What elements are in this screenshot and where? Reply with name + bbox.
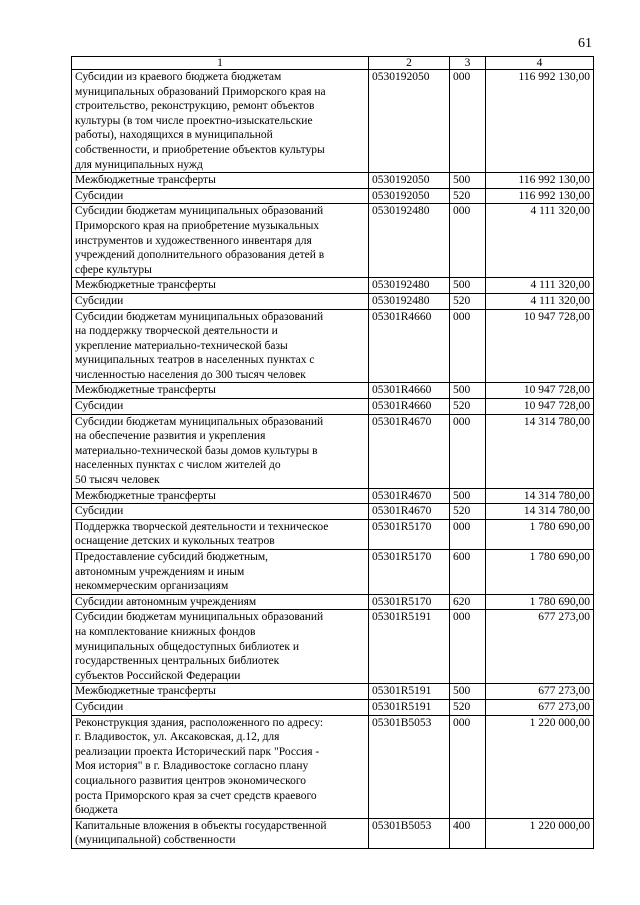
row-amount: 4 111 320,00 [486,204,594,278]
row-name: Предоставление субсидий бюджетным, автономным учреждениям и иным некоммерческим организациям [72,550,369,595]
row-name: Субсидии бюджетам муниципальных образований на обеспечение развития и укрепления материально-технической базы домов культуры в населенных пунктах с числом жителей до 50 тысяч человек [72,414,369,488]
row-code: 0530192480 [369,204,450,278]
row-amount: 1 780 690,00 [486,519,594,549]
row-type: 520 [450,699,486,715]
row-amount: 10 947 728,00 [486,399,594,415]
budget-table [71,56,594,849]
row-name: Субсидии из краевого бюджета бюджетам муниципальных образований Приморского края на строительство, реконструкцию, ремонт объектов культуры (в том числе проектно-изыскательские работы), находящихся в муниципальной собственности, и приобретение объектов культуры для муниципальных нужд [72,70,369,173]
row-name: Субсидии бюджетам муниципальных образований на комплектование книжных фондов муниципальных общедоступных библиотек и государственных центральных библиотек субъектов Российской Федерации [72,610,369,684]
row-type: 500 [450,488,486,504]
row-code: 0530192050 [369,188,450,204]
table-row [72,188,594,204]
row-type: 000 [450,610,486,684]
header-col-3: 3 [450,57,486,70]
row-type: 000 [450,309,486,383]
table-row [72,70,594,173]
row-amount: 4 111 320,00 [486,293,594,309]
row-type: 000 [450,519,486,549]
table-row [72,309,594,383]
row-type: 000 [450,204,486,278]
table-row [72,278,594,294]
header-col-4: 4 [486,57,594,70]
row-amount: 116 992 130,00 [486,173,594,189]
header-col-2: 2 [369,57,450,70]
row-type: 520 [450,293,486,309]
row-name: Субсидии автономным учреждениям [72,594,369,610]
row-type: 500 [450,278,486,294]
table-row [72,715,594,818]
row-type: 500 [450,383,486,399]
row-amount: 1 220 000,00 [486,818,594,848]
row-type: 000 [450,715,486,818]
table-row [72,383,594,399]
row-amount: 14 314 780,00 [486,504,594,520]
row-code: 05301R4670 [369,488,450,504]
table-row [72,504,594,520]
row-type: 520 [450,399,486,415]
row-name: Субсидии [72,399,369,415]
row-amount: 10 947 728,00 [486,309,594,383]
row-type: 000 [450,70,486,173]
row-amount: 677 273,00 [486,610,594,684]
table-row [72,818,594,848]
row-type: 500 [450,173,486,189]
table-row [72,414,594,488]
row-amount: 116 992 130,00 [486,188,594,204]
table-row [72,173,594,189]
row-name: Межбюджетные трансферты [72,173,369,189]
row-code: 05301R4670 [369,414,450,488]
row-type: 620 [450,594,486,610]
row-name: Субсидии бюджетам муниципальных образований на поддержку творческой деятельности и укрепление материально-технической базы муниципальных театров в населенных пунктах с численностью населения до 300 тысяч человек [72,309,369,383]
row-amount: 1 780 690,00 [486,594,594,610]
row-name: Субсидии [72,699,369,715]
row-code: 05301R4660 [369,399,450,415]
table-row [72,204,594,278]
row-type: 600 [450,550,486,595]
page-number: 61 [578,36,592,51]
row-code: 05301B5053 [369,715,450,818]
row-amount: 116 992 130,00 [486,70,594,173]
header-row [72,57,594,70]
row-name: Межбюджетные трансферты [72,684,369,700]
row-code: 05301R5191 [369,699,450,715]
table-row [72,293,594,309]
row-name: Субсидии [72,188,369,204]
row-name: Поддержка творческой деятельности и техническое оснащение детских и кукольных театров [72,519,369,549]
row-code: 05301B5053 [369,818,450,848]
row-code: 05301R5191 [369,610,450,684]
row-type: 520 [450,188,486,204]
row-name: Субсидии [72,293,369,309]
row-type: 520 [450,504,486,520]
header-col-1: 1 [72,57,369,70]
row-amount: 14 314 780,00 [486,488,594,504]
row-amount: 10 947 728,00 [486,383,594,399]
row-code: 05301R4660 [369,383,450,399]
row-name: Реконструкция здания, расположенного по адресу: г. Владивосток, ул. Аксаковская, д.12, для реализации проекта Исторический парк "Россия - Моя история" в г. Владивостоке согласно плану социального развития центров экономического роста Приморского края за счет средств краевого бюджета [72,715,369,818]
row-name: Капитальные вложения в объекты государственной (муниципальной) собственности [72,818,369,848]
row-code: 05301R5170 [369,550,450,595]
row-amount: 4 111 320,00 [486,278,594,294]
row-code: 05301R4670 [369,504,450,520]
table-row [72,684,594,700]
row-code: 05301R5170 [369,594,450,610]
row-code: 0530192480 [369,278,450,294]
row-code: 0530192050 [369,70,450,173]
row-name: Межбюджетные трансферты [72,383,369,399]
table-row [72,699,594,715]
row-code: 05301R4660 [369,309,450,383]
table-row [72,399,594,415]
row-name: Межбюджетные трансферты [72,278,369,294]
row-name: Субсидии бюджетам муниципальных образований Приморского края на приобретение музыкальных инструментов и художественного инвентаря для учреждений дополнительного образования детей в сфере культуры [72,204,369,278]
row-code: 0530192050 [369,173,450,189]
row-amount: 677 273,00 [486,699,594,715]
table-row [72,550,594,595]
row-amount: 677 273,00 [486,684,594,700]
table-row [72,610,594,684]
row-code: 05301R5191 [369,684,450,700]
table-row [72,488,594,504]
row-amount: 1 780 690,00 [486,550,594,595]
row-type: 000 [450,414,486,488]
row-name: Межбюджетные трансферты [72,488,369,504]
row-amount: 1 220 000,00 [486,715,594,818]
table-row [72,594,594,610]
row-code: 05301R5170 [369,519,450,549]
table-row [72,519,594,549]
row-type: 500 [450,684,486,700]
row-type: 400 [450,818,486,848]
row-name: Субсидии [72,504,369,520]
row-amount: 14 314 780,00 [486,414,594,488]
row-code: 0530192480 [369,293,450,309]
